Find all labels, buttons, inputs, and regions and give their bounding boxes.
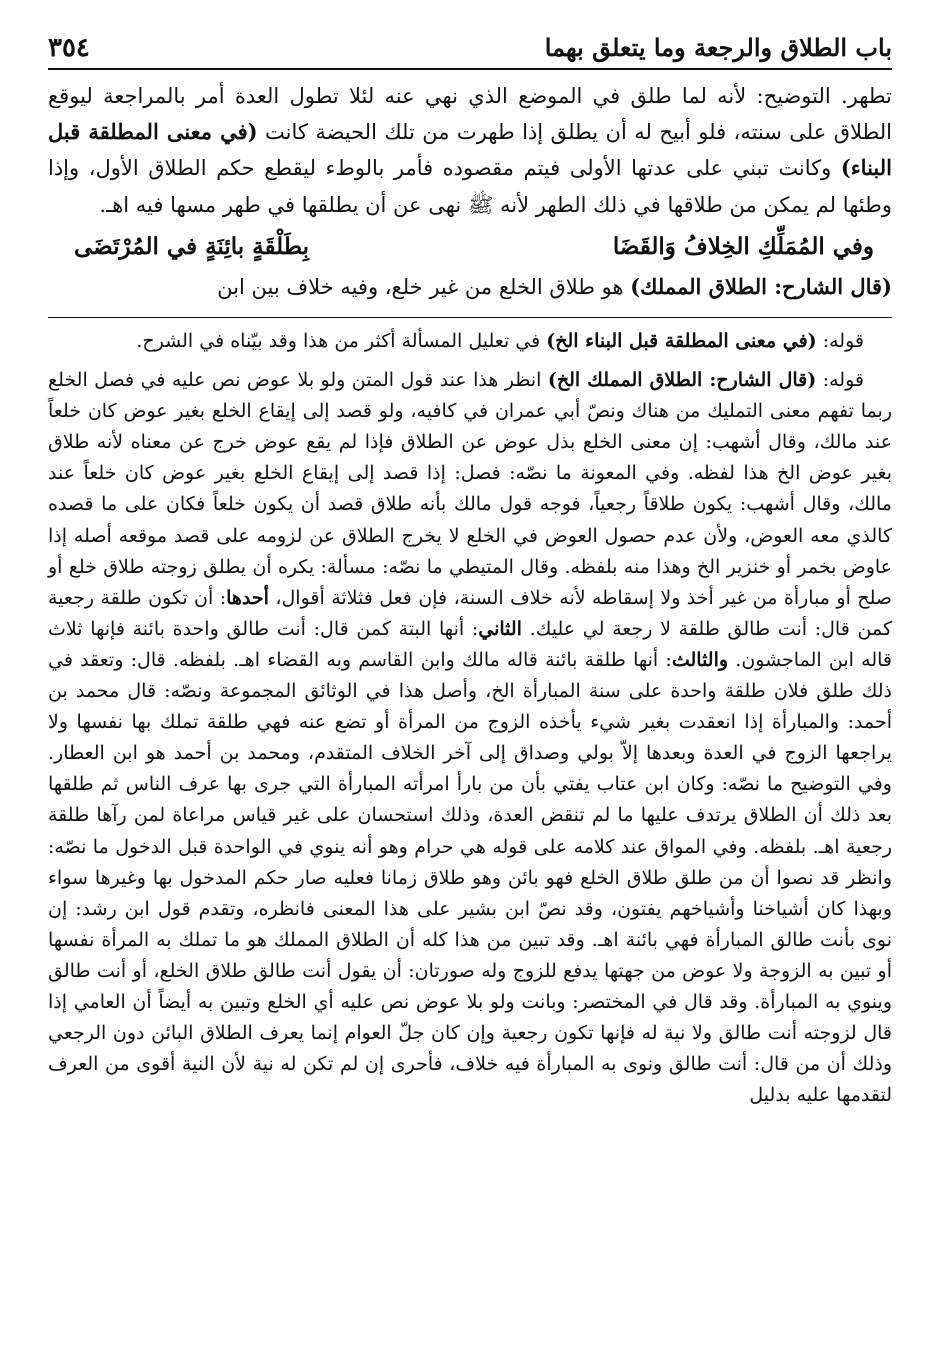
footnote-text: انظر هذا عند قول المتن ولو بلا عوض نص عليه في فصل الخلع ربما تفهم معنى التمليك من هناك ونصّ أبي عمران في كافيه، ولو قصد إلى إيقاع الخلع بغير عوض كان خلعاً عند مالك، وقال أشهب: إن معنى الخلع بذل عوض عن الطلاق فإذا لم يقع عوض خرج عن معناه لأنه طلاق بغير عوض الخ هذا لفظه. وفي المعونة ما نصّه: فصل: إذا قصد إلى إيقاع الخلع بغير عوض كان خلعاً عند مالك، وقال أشهب: يكون طلاقاً رجعياً، فوجه قول مالك بأنه طلاق قصد أن يكون خلعاً فكان على ما قصده كالذي معه العوض، ولأن عدم حصول العوض في الخلع لا يخرج الطلاق عن لزومه على قصد موقعه أصله إذا عاوض بخمر أو خنزير الخ وهذا منه بلفظه. وقال المتيطي ما نصّه: مسألة: يكره أن يطلق زوجته طلاق خلع أو صلح أو مبارأة من غير أخذ ولا إسقاطه لأنه خلاف السنة، فإن فعل فثلاثة أقوال،	[48, 369, 892, 609]
main-text: تطهر. التوضيح: لأنه لما طلق في الموضع الذي نهي عنه لئلا تطول العدة أمر بالمراجعة ليوقع الطلاق على سنته، فلو أبيح له أن يطلق إذا طهرت من تلك الحيضة كانت	[48, 84, 892, 145]
verse-first-hemistich: وفي المُمَلِّكِ الخِلافُ وَالقَضَا	[612, 232, 874, 260]
footnote-bold-term: والثالث	[671, 648, 729, 671]
footnote-divider	[48, 317, 892, 318]
footnote-lead: قوله:	[816, 369, 864, 392]
footnote-bold-term: الثاني	[478, 617, 522, 640]
poem-verse	[48, 223, 892, 269]
footnote-bold-term: أحدها	[226, 586, 269, 609]
commentary-bold-phrase: (قال الشارح: الطلاق المملك)	[630, 273, 892, 299]
page-header	[48, 26, 892, 70]
main-paragraph	[48, 78, 892, 223]
footnote-1	[48, 326, 892, 357]
main-text: وكانت تبني على عدتها الأولى فيتم مقصوده فأمر بالوطء ليقطع حكم الطلاق الأول، وإذا وطئها لم يمكن من طلاقها في ذلك الطهر لأنه ﷺ نهى عن أن يطلقها في طهر مسها فيه اهـ.	[48, 156, 892, 217]
page-number: ٣٥٤	[48, 33, 90, 63]
footnote-text: : أنها البتة كمن قال: أنت طالق واحدة بائنة فإنها ثلاث قاله ابن الماجشون.	[48, 617, 892, 671]
footnote-text: : أن تكون طلقة رجعية كمن قال: أنت طالق طلقة لا رجعة لي عليك.	[48, 586, 892, 640]
main-bold-phrase: (في معنى المطلقة قبل البناء)	[48, 119, 892, 181]
footnote-bold-phrase: (في معنى المطلقة قبل البناء الخ)	[546, 330, 817, 353]
footnote-text: في تعليل المسألة أكثر من هذا وقد بيّناه في الشرح.	[136, 330, 547, 353]
commentary-paragraph	[48, 269, 892, 305]
footnote-2	[48, 365, 892, 1111]
footnote-text: : أنها طلقة بائنة قاله مالك وابن القاسم وبه القضاء اهـ. بلفظه. قال: وتعقد في ذلك طلق فلان طلقة واحدة على سنة المبارأة الخ، وأصل هذا في الوثائق المجموعة ونصّه: قال محمد بن أحمد: والمبارأة إذا انعقدت بغير شيء يأخذه الزوج من المرأة أو تضع عنه فهي طلقة تملك بها نفسها ولا يراجعها الزوج في العدة وبعدها إلاّ بولي وصداق إلى آخر الخلاف المتقدم، ومحمد بن أحمد هو ابن العطار. وفي التوضيح ما نصّه: وكان ابن عتاب يفتي بأن من بارأ امرأته المبارأة التي جرى بها عرف الناس ثم طلقها بعد ذلك أن الطلاق يرتدف عليها ما لم تنقض العدة، وذلك استحسان على غير قياس مراعاة لمن رآها طلقة رجعية اهـ. بلفظه. وفي المواق عند كلامه على قوله هي حرام وهو أنه ينوي في الواحدة قبل الدخول ما نصّه: وانظر قد نصوا أن من طلق طلاق الخلع فهو بائن وهو طلاق زمانا فعليه صار حكم المدخول بها وغيرها سواء وبهذا كان أشياخنا وأشياخهم يفتون، وقد نصّ ابن بشير على هذا المعنى فانظره، وتقدم قول ابن رشد: إن نوى بأنت طالق المبارأة فهي بائنة اهـ. وقد تبين من هذا كله أن الطلاق المملك هو ما تملك به المرأة نفسها أو تبين به الزوجة ولا عوض من جهتها يدفع للزوج وله صورتان: أن يقول أنت طالق طلاق الخلع، أو أنت طالق وينوي به المبارأة. وقد قال في المختصر: وبانت ولو بلا عوض نص عليه أي الخلع وتبين به أيضاً أن العامي إذا قال لزوجته أنت طالق ولا نية له فإنها تكون رجعية وإن كان جلّ العوام إنما يعرف الطلاق البائن دون الرجعي وذلك أن من قال: أنت طالق ونوى به المبارأة فيه خلاف، فأحرى إن لم تكن له نية لأن النية أقوى من العرف لتقدمها عليه بدليل	[48, 648, 892, 1107]
book-page	[48, 26, 892, 1111]
footnote-lead: قوله:	[816, 330, 864, 353]
verse-second-hemistich: بِطَلْقَةٍ بائِنَةٍ في المُرْتَضَى	[74, 232, 310, 260]
footnote-bold-phrase: (قال الشارح: الطلاق المملك الخ)	[547, 369, 817, 392]
running-title: باب الطلاق والرجعة وما يتعلق بهما	[544, 33, 892, 62]
commentary-text: هو طلاق الخلع من غير خلع، وفيه خلاف بين ابن	[217, 274, 631, 299]
